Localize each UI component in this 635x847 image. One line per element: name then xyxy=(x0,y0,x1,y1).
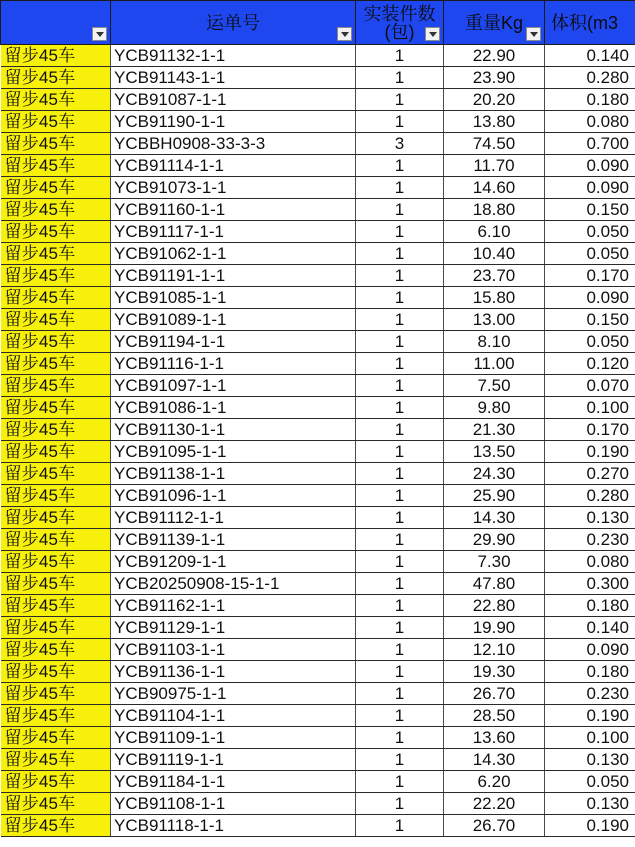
cell-route[interactable]: 留步45车 xyxy=(1,485,111,507)
cell-route[interactable]: 留步45车 xyxy=(1,133,111,155)
cell-volume[interactable]: 0.140 xyxy=(545,45,635,67)
table-row xyxy=(1,133,635,155)
cell-volume[interactable]: 0.090 xyxy=(545,287,635,309)
table-row xyxy=(1,199,635,221)
cell-qty[interactable]: 1 xyxy=(356,375,444,397)
cell-waybill[interactable]: YCB91130-1-1 xyxy=(111,419,356,441)
cell-volume[interactable]: 0.050 xyxy=(545,771,635,793)
cell-qty[interactable]: 1 xyxy=(356,595,444,617)
cell-volume[interactable]: 0.170 xyxy=(545,419,635,441)
cell-weight[interactable]: 13.80 xyxy=(444,111,545,133)
cell-qty[interactable]: 1 xyxy=(356,67,444,89)
table-row xyxy=(1,749,635,771)
cell-route[interactable]: 留步45车 xyxy=(1,551,111,573)
cell-weight[interactable]: 74.50 xyxy=(444,133,545,155)
cell-route[interactable]: 留步45车 xyxy=(1,419,111,441)
cell-waybill[interactable]: YCB91109-1-1 xyxy=(111,727,356,749)
cell-weight[interactable]: 9.80 xyxy=(444,397,545,419)
cell-qty[interactable]: 1 xyxy=(356,661,444,683)
cell-volume[interactable]: 0.270 xyxy=(545,463,635,485)
cell-waybill[interactable]: YCBBH0908-33-3-3 xyxy=(111,133,356,155)
cell-qty[interactable]: 1 xyxy=(356,45,444,67)
header-qty-label-line2: (包) xyxy=(384,21,415,42)
cell-qty[interactable]: 1 xyxy=(356,639,444,661)
cell-route[interactable]: 留步45车 xyxy=(1,617,111,639)
header-route[interactable] xyxy=(1,1,111,45)
cell-waybill[interactable]: YCB91116-1-1 xyxy=(111,353,356,375)
table-row xyxy=(1,683,635,705)
cell-route[interactable]: 留步45车 xyxy=(1,111,111,133)
cell-waybill[interactable]: YCB91194-1-1 xyxy=(111,331,356,353)
cell-volume[interactable]: 0.180 xyxy=(545,661,635,683)
cell-weight[interactable]: 25.90 xyxy=(444,485,545,507)
header-qty-label-line1: 实装件数 xyxy=(363,3,436,24)
header-qty[interactable] xyxy=(356,1,444,45)
cell-volume[interactable]: 0.050 xyxy=(545,331,635,353)
table-row xyxy=(1,661,635,683)
cell-weight[interactable]: 26.70 xyxy=(444,815,545,837)
cell-waybill[interactable]: YCB91095-1-1 xyxy=(111,441,356,463)
cell-waybill[interactable]: YCB91129-1-1 xyxy=(111,617,356,639)
cell-waybill[interactable]: YCB20250908-15-1-1 xyxy=(111,573,356,595)
header-volume[interactable] xyxy=(545,1,635,45)
filter-button-route[interactable] xyxy=(92,27,107,41)
cell-qty[interactable]: 1 xyxy=(356,529,444,551)
cell-volume[interactable]: 0.090 xyxy=(545,155,635,177)
cell-waybill[interactable]: YCB91118-1-1 xyxy=(111,815,356,837)
cell-volume[interactable]: 0.070 xyxy=(545,375,635,397)
header-row xyxy=(1,1,635,45)
cell-volume[interactable]: 0.100 xyxy=(545,727,635,749)
cell-waybill[interactable]: YCB91191-1-1 xyxy=(111,265,356,287)
cell-weight[interactable]: 21.30 xyxy=(444,419,545,441)
cell-volume[interactable]: 0.180 xyxy=(545,595,635,617)
table-row xyxy=(1,287,635,309)
cell-route[interactable]: 留步45车 xyxy=(1,243,111,265)
cell-waybill[interactable]: YCB91132-1-1 xyxy=(111,45,356,67)
filter-button-weight[interactable] xyxy=(526,27,541,41)
table-row xyxy=(1,309,635,331)
cell-route[interactable]: 留步45车 xyxy=(1,177,111,199)
table-row xyxy=(1,617,635,639)
cell-weight[interactable]: 7.30 xyxy=(444,551,545,573)
cell-qty[interactable]: 1 xyxy=(356,463,444,485)
cell-route[interactable]: 留步45车 xyxy=(1,749,111,771)
table-row xyxy=(1,441,635,463)
cell-volume[interactable]: 0.280 xyxy=(545,67,635,89)
cell-route[interactable]: 留步45车 xyxy=(1,331,111,353)
table-row xyxy=(1,705,635,727)
table-row xyxy=(1,243,635,265)
table-row xyxy=(1,331,635,353)
cell-volume[interactable]: 0.090 xyxy=(545,639,635,661)
cell-qty[interactable]: 1 xyxy=(356,199,444,221)
cell-waybill[interactable]: YCB91108-1-1 xyxy=(111,793,356,815)
cell-volume[interactable]: 0.150 xyxy=(545,309,635,331)
cell-volume[interactable]: 0.190 xyxy=(545,705,635,727)
cell-route[interactable]: 留步45车 xyxy=(1,507,111,529)
table-row xyxy=(1,67,635,89)
cell-weight[interactable]: 6.20 xyxy=(444,771,545,793)
cell-waybill[interactable]: YCB90975-1-1 xyxy=(111,683,356,705)
filter-button-waybill[interactable] xyxy=(337,27,352,41)
cell-waybill[interactable]: YCB91073-1-1 xyxy=(111,177,356,199)
cell-volume[interactable]: 0.230 xyxy=(545,529,635,551)
table-row xyxy=(1,639,635,661)
cell-qty[interactable]: 1 xyxy=(356,287,444,309)
cell-route[interactable]: 留步45车 xyxy=(1,45,111,67)
filter-button-qty[interactable] xyxy=(425,27,440,41)
cell-qty[interactable]: 1 xyxy=(356,617,444,639)
cell-weight[interactable]: 22.20 xyxy=(444,793,545,815)
cell-waybill[interactable]: YCB91119-1-1 xyxy=(111,749,356,771)
cell-route[interactable]: 留步45车 xyxy=(1,595,111,617)
table-row xyxy=(1,793,635,815)
cell-volume[interactable]: 0.050 xyxy=(545,243,635,265)
cell-volume[interactable]: 0.280 xyxy=(545,485,635,507)
cell-waybill[interactable]: YCB91209-1-1 xyxy=(111,551,356,573)
cell-route[interactable]: 留步45车 xyxy=(1,221,111,243)
cell-route[interactable]: 留步45车 xyxy=(1,155,111,177)
cell-qty[interactable]: 1 xyxy=(356,771,444,793)
cell-volume[interactable]: 0.190 xyxy=(545,815,635,837)
cell-route[interactable]: 留步45车 xyxy=(1,353,111,375)
cell-waybill[interactable]: YCB91089-1-1 xyxy=(111,309,356,331)
cell-weight[interactable]: 19.30 xyxy=(444,661,545,683)
header-weight[interactable] xyxy=(444,1,545,45)
header-volume-label: 体积(m3 xyxy=(551,12,618,33)
cell-weight[interactable]: 13.50 xyxy=(444,441,545,463)
cell-waybill[interactable]: YCB91160-1-1 xyxy=(111,199,356,221)
cell-qty[interactable]: 1 xyxy=(356,485,444,507)
table-row xyxy=(1,111,635,133)
cell-volume[interactable]: 0.050 xyxy=(545,221,635,243)
cell-volume[interactable]: 0.180 xyxy=(545,89,635,111)
table-row xyxy=(1,375,635,397)
cell-weight[interactable]: 15.80 xyxy=(444,287,545,309)
cell-weight[interactable]: 11.70 xyxy=(444,155,545,177)
cell-route[interactable]: 留步45车 xyxy=(1,793,111,815)
cell-qty[interactable]: 1 xyxy=(356,331,444,353)
cell-waybill[interactable]: YCB91139-1-1 xyxy=(111,529,356,551)
table-body xyxy=(1,45,635,837)
cell-volume[interactable]: 0.140 xyxy=(545,617,635,639)
cell-waybill[interactable]: YCB91086-1-1 xyxy=(111,397,356,419)
header-waybill-label: 运单号 xyxy=(206,12,260,33)
cell-route[interactable]: 留步45车 xyxy=(1,705,111,727)
cell-waybill[interactable]: YCB91117-1-1 xyxy=(111,221,356,243)
cell-waybill[interactable]: YCB91096-1-1 xyxy=(111,485,356,507)
cell-volume[interactable]: 0.090 xyxy=(545,177,635,199)
table-row xyxy=(1,397,635,419)
cell-qty[interactable]: 1 xyxy=(356,441,444,463)
cell-waybill[interactable]: YCB91190-1-1 xyxy=(111,111,356,133)
table-row xyxy=(1,353,635,375)
cell-route[interactable]: 留步45车 xyxy=(1,661,111,683)
cell-volume[interactable]: 0.150 xyxy=(545,199,635,221)
cell-weight[interactable]: 6.10 xyxy=(444,221,545,243)
cell-weight[interactable]: 13.60 xyxy=(444,727,545,749)
cell-weight[interactable]: 11.00 xyxy=(444,353,545,375)
cell-waybill[interactable]: YCB91112-1-1 xyxy=(111,507,356,529)
cell-waybill[interactable]: YCB91097-1-1 xyxy=(111,375,356,397)
cell-route[interactable]: 留步45车 xyxy=(1,529,111,551)
cell-weight[interactable]: 12.10 xyxy=(444,639,545,661)
cell-volume[interactable]: 0.120 xyxy=(545,353,635,375)
cell-waybill[interactable]: YCB91104-1-1 xyxy=(111,705,356,727)
cell-qty[interactable]: 1 xyxy=(356,221,444,243)
cell-weight[interactable]: 7.50 xyxy=(444,375,545,397)
cell-volume[interactable]: 0.130 xyxy=(545,507,635,529)
header-weight-label: 重量Kg xyxy=(464,12,524,33)
cell-weight[interactable]: 14.60 xyxy=(444,177,545,199)
cell-route[interactable]: 留步45车 xyxy=(1,199,111,221)
cell-waybill[interactable]: YCB91184-1-1 xyxy=(111,771,356,793)
cell-qty[interactable]: 1 xyxy=(356,507,444,529)
cell-weight[interactable]: 22.90 xyxy=(444,45,545,67)
cell-route[interactable]: 留步45车 xyxy=(1,309,111,331)
cell-route[interactable]: 留步45车 xyxy=(1,573,111,595)
cell-qty[interactable]: 1 xyxy=(356,397,444,419)
cell-route[interactable]: 留步45车 xyxy=(1,463,111,485)
cell-weight[interactable]: 18.80 xyxy=(444,199,545,221)
cell-waybill[interactable]: YCB91114-1-1 xyxy=(111,155,356,177)
cell-weight[interactable]: 23.70 xyxy=(444,265,545,287)
cell-volume[interactable]: 0.100 xyxy=(545,397,635,419)
filter-dropdown-icon xyxy=(429,32,437,37)
table-row xyxy=(1,265,635,287)
table-row xyxy=(1,155,635,177)
cell-qty[interactable]: 1 xyxy=(356,551,444,573)
cell-route[interactable]: 留步45车 xyxy=(1,639,111,661)
cell-qty[interactable]: 1 xyxy=(356,793,444,815)
cell-qty[interactable]: 1 xyxy=(356,683,444,705)
cell-qty[interactable]: 1 xyxy=(356,309,444,331)
cell-route[interactable]: 留步45车 xyxy=(1,441,111,463)
cell-qty[interactable]: 1 xyxy=(356,573,444,595)
cell-waybill[interactable]: YCB91085-1-1 xyxy=(111,287,356,309)
cell-qty[interactable]: 1 xyxy=(356,419,444,441)
cell-waybill[interactable]: YCB91136-1-1 xyxy=(111,661,356,683)
table-row xyxy=(1,771,635,793)
cell-qty[interactable]: 3 xyxy=(356,133,444,155)
cell-weight[interactable]: 13.00 xyxy=(444,309,545,331)
cell-weight[interactable]: 23.90 xyxy=(444,67,545,89)
table-row xyxy=(1,727,635,749)
table-row xyxy=(1,177,635,199)
cell-weight[interactable]: 19.90 xyxy=(444,617,545,639)
table-row xyxy=(1,221,635,243)
cell-qty[interactable]: 1 xyxy=(356,815,444,837)
cell-route[interactable]: 留步45车 xyxy=(1,771,111,793)
cell-weight[interactable]: 14.30 xyxy=(444,749,545,771)
cell-route[interactable]: 留步45车 xyxy=(1,375,111,397)
cell-qty[interactable]: 1 xyxy=(356,177,444,199)
cell-waybill[interactable]: YCB91087-1-1 xyxy=(111,89,356,111)
cell-volume[interactable]: 0.230 xyxy=(545,683,635,705)
cell-qty[interactable]: 1 xyxy=(356,705,444,727)
cell-waybill[interactable]: YCB91162-1-1 xyxy=(111,595,356,617)
filter-dropdown-icon xyxy=(341,32,349,37)
table-row xyxy=(1,419,635,441)
table-row xyxy=(1,595,635,617)
cell-route[interactable]: 留步45车 xyxy=(1,815,111,837)
cell-weight[interactable]: 20.20 xyxy=(444,89,545,111)
cell-qty[interactable]: 1 xyxy=(356,111,444,133)
filter-dropdown-icon xyxy=(530,32,538,37)
cell-weight[interactable]: 14.30 xyxy=(444,507,545,529)
cell-route[interactable]: 留步45车 xyxy=(1,727,111,749)
cell-volume[interactable]: 0.700 xyxy=(545,133,635,155)
cell-qty[interactable]: 1 xyxy=(356,89,444,111)
table-row xyxy=(1,485,635,507)
cell-qty[interactable]: 1 xyxy=(356,155,444,177)
cell-weight[interactable]: 29.90 xyxy=(444,529,545,551)
cell-qty[interactable]: 1 xyxy=(356,243,444,265)
cell-weight[interactable]: 47.80 xyxy=(444,573,545,595)
cell-volume[interactable]: 0.080 xyxy=(545,551,635,573)
table-row xyxy=(1,529,635,551)
cell-weight[interactable]: 8.10 xyxy=(444,331,545,353)
cell-weight[interactable]: 28.50 xyxy=(444,705,545,727)
cell-route[interactable]: 留步45车 xyxy=(1,67,111,89)
cell-volume[interactable]: 0.130 xyxy=(545,749,635,771)
header-waybill[interactable] xyxy=(111,1,356,45)
cell-volume[interactable]: 0.300 xyxy=(545,573,635,595)
cell-qty[interactable]: 1 xyxy=(356,353,444,375)
table-row xyxy=(1,463,635,485)
cell-route[interactable]: 留步45车 xyxy=(1,89,111,111)
cell-qty[interactable]: 1 xyxy=(356,265,444,287)
cell-qty[interactable]: 1 xyxy=(356,727,444,749)
cell-route[interactable]: 留步45车 xyxy=(1,265,111,287)
cell-volume[interactable]: 0.170 xyxy=(545,265,635,287)
cell-route[interactable]: 留步45车 xyxy=(1,287,111,309)
cell-route[interactable]: 留步45车 xyxy=(1,683,111,705)
cell-weight[interactable]: 24.30 xyxy=(444,463,545,485)
cell-weight[interactable]: 22.80 xyxy=(444,595,545,617)
filter-dropdown-icon xyxy=(96,32,104,37)
cell-volume[interactable]: 0.080 xyxy=(545,111,635,133)
cell-weight[interactable]: 26.70 xyxy=(444,683,545,705)
cell-waybill[interactable]: YCB91103-1-1 xyxy=(111,639,356,661)
cell-waybill[interactable]: YCB91062-1-1 xyxy=(111,243,356,265)
cell-qty[interactable]: 1 xyxy=(356,749,444,771)
cell-weight[interactable]: 10.40 xyxy=(444,243,545,265)
cell-waybill[interactable]: YCB91143-1-1 xyxy=(111,67,356,89)
cell-volume[interactable]: 0.190 xyxy=(545,441,635,463)
table-row xyxy=(1,45,635,67)
cell-volume[interactable]: 0.130 xyxy=(545,793,635,815)
table-row xyxy=(1,573,635,595)
table-row xyxy=(1,89,635,111)
table-row xyxy=(1,551,635,573)
table-row xyxy=(1,815,635,837)
cell-waybill[interactable]: YCB91138-1-1 xyxy=(111,463,356,485)
cell-route[interactable]: 留步45车 xyxy=(1,397,111,419)
table-row xyxy=(1,507,635,529)
